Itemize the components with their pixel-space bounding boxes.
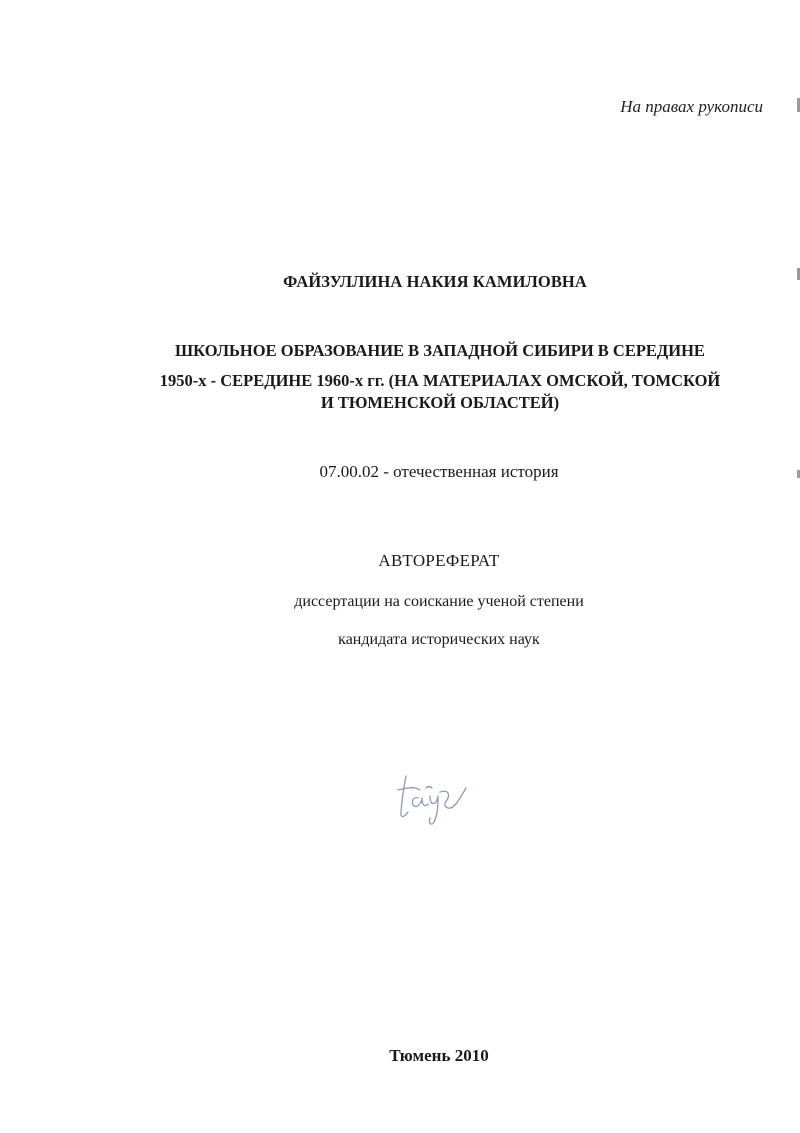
title-line-2: 1950-х - СЕРЕДИНЕ 1960-х гг. (НА МАТЕРИАЛАХ ОМСКОЙ, ТОМСКОЙ (159, 371, 721, 391)
degree-description-line-2: кандидата исторических наук (338, 631, 540, 648)
author-name: ФАЙЗУЛЛИНА НАКИЯ КАМИЛОВНА (283, 272, 587, 291)
title-line-1: ШКОЛЬНОЕ ОБРАЗОВАНИЕ В ЗАПАДНОЙ СИБИРИ В СЕРЕДИНЕ (175, 341, 705, 360)
specialty-code: 07.00.02 - отечественная история (319, 462, 559, 481)
document-type: АВТОРЕФЕРАТ (378, 551, 500, 570)
title-line-3: И ТЮМЕНСКОЙ ОБЛАСТЕЙ) (320, 392, 560, 412)
degree-description-line-1: диссертации на соискание ученой степени (294, 593, 584, 610)
city-and-year: Тюмень 2010 (389, 1046, 489, 1065)
handwritten-signature (392, 768, 482, 828)
dissertation-title (110, 340, 770, 413)
rights-note: На правах рукописи (620, 97, 763, 116)
